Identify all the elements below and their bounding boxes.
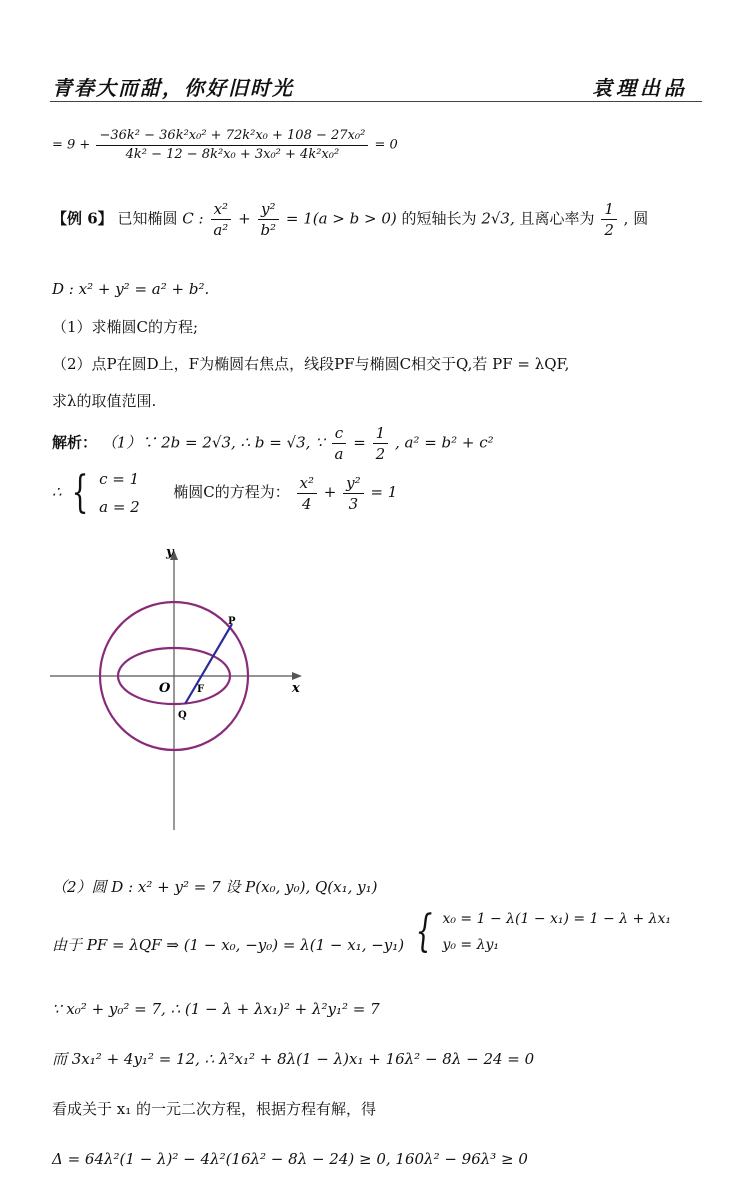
part2-stack <box>442 911 671 953</box>
example-text-4: , 圆 <box>623 209 649 228</box>
half-den: 2 <box>375 445 386 463</box>
point-f-label: F <box>197 684 205 695</box>
ratio-fraction <box>332 424 347 463</box>
question-3: 求λ的取值范围. <box>52 392 157 410</box>
ellipse-x-num: x² <box>297 474 317 494</box>
solution-step-c: , a² = b² + c² <box>394 433 494 452</box>
ellipse-x-den: 4 <box>302 494 312 513</box>
part2-line-5: 看成关于 x₁ 的一元二次方程，根据方程有解，得 <box>52 1100 377 1118</box>
ratio-den: a <box>334 445 344 463</box>
ellipse-condition: = 1(a > b > 0) <box>285 209 397 228</box>
part2-line-2: 由于 PF = λQF ⇒ (1 − x₀, −y₀) = λ(1 − x₁, −y₁) <box>52 936 405 954</box>
fraction-x-num: x² <box>211 200 231 220</box>
part2-x0: x₀ = 1 − λ(1 − x₁) = 1 − λ + λx₁ <box>442 911 672 927</box>
x-axis-label: x <box>292 681 300 696</box>
part2-line-1: （2）圆 D : x² + y² = 7 设 P(x₀, y₀), Q(x₁, y₁) <box>52 878 378 896</box>
system-stack <box>99 470 140 516</box>
eccentricity-num: 1 <box>601 200 617 220</box>
question-2: （2）点P在圆D上，F为椭圆右焦点，线段PF与椭圆C相交于Q,若 PF = λQF, <box>52 355 570 373</box>
eq1-fraction <box>96 128 368 162</box>
question-1: （1）求椭圆C的方程; <box>52 318 199 336</box>
ellipse-circle-graph <box>40 540 320 840</box>
system-a: a = 2 <box>99 498 140 516</box>
solution-step-a: （1）∵ 2b = 2√3, ∴ b = √3, ∵ <box>101 433 325 452</box>
circle-equation: D : x² + y² = a² + b². <box>52 280 210 298</box>
ratio-num: c <box>332 424 346 444</box>
ellipse-y-den: 3 <box>348 494 359 513</box>
equation-line-1 <box>52 128 398 162</box>
part2-line-6: Δ = 64λ²(1 − λ)² − 4λ²(16λ² − 8λ − 24) ≥ 0, 160λ² − 96λ³ ≥ 0 <box>52 1150 528 1168</box>
half-num: 1 <box>373 424 389 444</box>
minor-axis-value: 2√3, <box>481 209 515 228</box>
system-brace: { <box>71 467 89 518</box>
eccentricity-den: 2 <box>604 221 614 239</box>
example-text-2: 的短轴长为 <box>401 209 477 228</box>
header-author: 袁理出品 <box>592 76 688 100</box>
ellipse-name: C : <box>182 209 204 228</box>
fraction-x-den: a² <box>213 221 229 239</box>
solution-label: 解析： <box>52 433 98 452</box>
eq1-denominator: 4k² − 12 − 8k²x₀ + 3x₀² + 4k²x₀² <box>125 146 340 162</box>
part2-line-4: 而 3x₁² + 4y₁² = 12, ∴ λ²x₁² + 8λ(1 − λ)x₁ + 16λ² − 8λ − 24 = 0 <box>52 1050 535 1068</box>
example-statement <box>52 200 648 239</box>
point-p-label: P <box>228 616 236 627</box>
point-q-label: Q <box>178 710 187 721</box>
x-axis-arrow <box>292 672 302 680</box>
header-rule <box>50 101 702 102</box>
ellipse-y-num: y² <box>343 474 364 494</box>
therefore-symbol: ∴ <box>52 483 62 501</box>
eq1-prefix: = 9 + <box>52 137 91 153</box>
eq1-suffix: = 0 <box>374 137 398 153</box>
header-title: 青春大而甜，你好旧时光 <box>52 76 294 100</box>
part2-y0: y₀ = λy₁ <box>442 937 499 953</box>
solution-system: ∴ { c = 1 a = 2 椭圆C的方程为： $\frac{\text{x²}}{4}$ + $\frac{\text{y²}}{3}$ = 1 <box>52 467 398 518</box>
eccentricity-fraction <box>601 200 617 239</box>
plus-sign: + <box>238 209 251 228</box>
fraction-y-num: y² <box>258 200 279 220</box>
equals-sign: = <box>353 433 366 452</box>
fraction-x <box>210 200 231 239</box>
example-tag: 【例 6】 <box>52 209 113 228</box>
example-text-1: 已知椭圆 <box>117 209 178 228</box>
part2-brace: { <box>415 906 433 957</box>
ellipse-eq-end: = 1 <box>370 483 398 501</box>
fraction-y <box>257 200 279 239</box>
example-text-3: 且离心率为 <box>519 209 595 228</box>
solution-line-1 <box>52 424 494 463</box>
eq1-numerator: −36k² − 36k²x₀² + 72k²x₀ + 108 − 27x₀² <box>96 128 368 146</box>
part2-system <box>410 906 672 957</box>
half-fraction <box>373 424 389 463</box>
fraction-y-den: b² <box>260 221 277 239</box>
part2-line-3: ∵ x₀² + y₀² = 7, ∴ (1 − λ + λx₁)² + λ²y₁² = 7 <box>52 1000 380 1018</box>
y-axis-label: y <box>166 545 174 560</box>
ellipse-y-fraction <box>343 474 364 513</box>
ellipse-x-fraction <box>297 474 317 513</box>
origin-label: O <box>159 681 171 696</box>
system-c: c = 1 <box>99 470 140 488</box>
ellipse-equation-text: 椭圆C的方程为： <box>173 483 290 501</box>
